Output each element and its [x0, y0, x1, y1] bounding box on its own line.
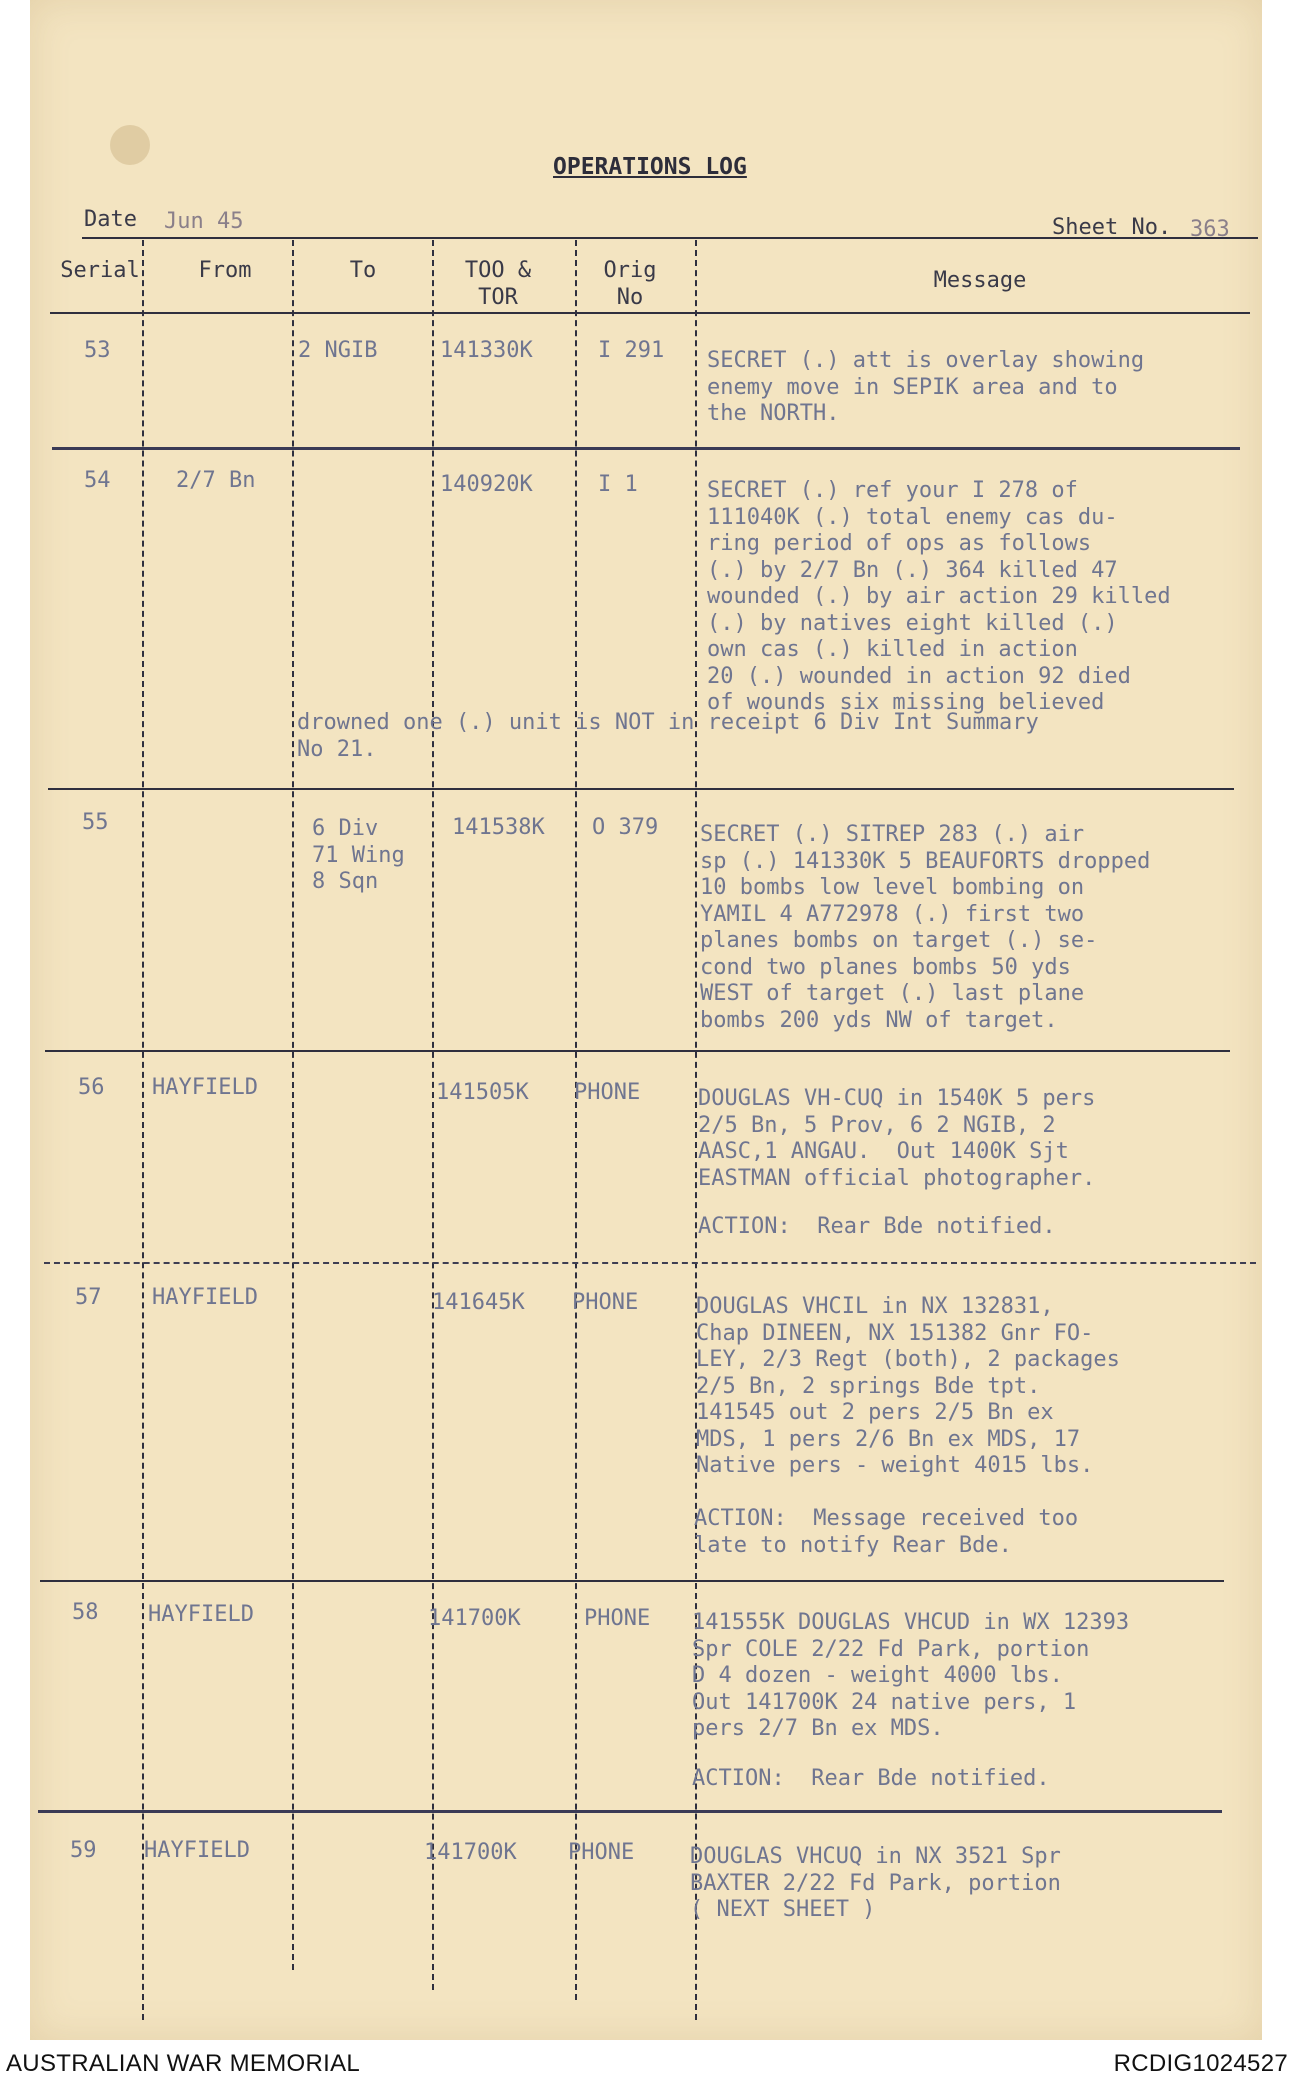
column-divider [142, 240, 144, 2020]
entry-message: DOUGLAS VHCIL in NX 132831, Chap DINEEN, NX 151382 Gnr FO- LEY, 2/3 Regt (both), 2 packages 2/5 Bn, 2 springs Bde tpt. 141545 out 2 pers 2/5 Bn ex MDS, 1 pers 2/6 Bn ex MDS, 17 Native pers - weight 4015 lbs. [696, 1294, 1120, 1478]
entry-message: SECRET (.) ref your I 278 of 111040K (.) total enemy cas du- ring period of ops as follows (.) by 2/7 Bn (.) 364 killed 47 wounded (.) by air action 29 killed (.) by natives eight killed (.) own cas (.) killed in action 20 (.) wounded in action 92 died of wounds six missing believed [707, 478, 1171, 715]
column-divider [432, 240, 434, 1990]
header-bottom-rule [50, 312, 1250, 314]
footer-id: RCDIG1024527 [1113, 2050, 1288, 2077]
entry-serial: 55 [82, 810, 109, 835]
entry-action: ACTION: Rear Bde notified. [692, 1766, 1050, 1791]
entry-message: SECRET (.) att is overlay showing enemy move in SEPIK area and to the NORTH. [707, 348, 1145, 426]
entry-action: ACTION: Message received too late to notify Rear Bde. [694, 1506, 1079, 1558]
entry-to: 6 Div 71 Wing 8 Sqn [312, 816, 405, 894]
entry-serial: 54 [84, 468, 111, 493]
entry-message: DOUGLAS VHCUQ in NX 3521 Spr BAXTER 2/22 Fd Park, portion ( NEXT SHEET ) [690, 1844, 1061, 1922]
entry-too-tor: 141330K [440, 338, 533, 363]
col-header-serial: Serial [60, 258, 140, 283]
entry-message: 141555K DOUGLAS VHCUD in WX 12393 Spr COLE 2/22 Fd Park, portion D 4 dozen - weight 4000 lbs. Out 141700K 24 native pers, 1 pers 2/7 Bn ex MDS. [692, 1610, 1130, 1741]
entry-to: 2 NGIB [298, 338, 378, 363]
col-header-to: To [349, 258, 377, 283]
entry-from: HAYFIELD [144, 1838, 250, 1863]
page-title: OPERATIONS LOG [553, 154, 747, 180]
sheet-value: 363 [1190, 217, 1230, 242]
entry-too-tor: 141700K [428, 1606, 521, 1631]
row-separator [52, 447, 1240, 450]
entry-orig-no: PHONE [568, 1840, 635, 1865]
entry-from: HAYFIELD [152, 1285, 258, 1310]
entry-orig-no: PHONE [574, 1080, 641, 1105]
entry-orig-no: PHONE [572, 1290, 639, 1315]
entry-serial: 56 [78, 1075, 105, 1100]
entry-serial: 53 [84, 338, 111, 363]
row-separator [44, 1262, 1256, 1264]
col-header-orig-no: Orig No [603, 258, 657, 310]
entry-message: DOUGLAS VH-CUQ in 1540K 5 pers 2/5 Bn, 5 Prov, 6 2 NGIB, 2 AASC,1 ANGAU. Out 1400K Sjt EASTMAN official photographer. [698, 1086, 1096, 1191]
column-divider [292, 240, 294, 1970]
paper-stain [110, 125, 150, 165]
entry-too-tor: 140920K [440, 472, 533, 497]
date-label: Date [84, 207, 137, 232]
entry-orig-no: I 291 [598, 338, 665, 363]
col-header-from: From [198, 258, 252, 283]
entry-from: HAYFIELD [152, 1075, 258, 1100]
entry-too-tor: 141700K [424, 1840, 517, 1865]
row-separator [45, 1050, 1230, 1052]
entry-serial: 59 [70, 1838, 97, 1863]
entry-too-tor: 141645K [432, 1290, 525, 1315]
column-divider [695, 240, 697, 2020]
row-separator [40, 1580, 1224, 1582]
entry-orig-no: O 379 [592, 815, 659, 840]
entry-from: 2/7 Bn [176, 468, 256, 493]
column-divider [575, 240, 577, 2000]
sheet-label: Sheet No. [1052, 215, 1172, 240]
entry-too-tor: 141538K [452, 815, 545, 840]
entry-message: SECRET (.) SITREP 283 (.) air sp (.) 141330K 5 BEAUFORTS dropped 10 bombs low level bombing on YAMIL 4 A772978 (.) first two planes bombs on target (.) se- cond two planes bombs 50 yds WEST of target (.) last plane bombs 200 yds NW of target. [700, 822, 1151, 1033]
entry-from: HAYFIELD [148, 1602, 254, 1627]
header-top-rule [82, 237, 1258, 239]
entry-serial: 58 [72, 1600, 99, 1625]
col-header-too-tor: TOO & TOR [464, 258, 532, 310]
row-separator [48, 788, 1234, 790]
entry-message-overflow: drowned one (.) unit is NOT in receipt 6 Div Int Summary No 21. [297, 710, 1039, 762]
col-header-message: Message [933, 268, 1027, 293]
entry-orig-no: I 1 [598, 472, 638, 497]
entry-orig-no: PHONE [584, 1606, 651, 1631]
row-separator [38, 1810, 1222, 1813]
entry-too-tor: 141505K [436, 1080, 529, 1105]
entry-action: ACTION: Rear Bde notified. [698, 1214, 1056, 1239]
date-value: Jun 45 [164, 209, 244, 234]
entry-serial: 57 [75, 1285, 102, 1310]
footer-source: AUSTRALIAN WAR MEMORIAL [6, 2050, 361, 2077]
